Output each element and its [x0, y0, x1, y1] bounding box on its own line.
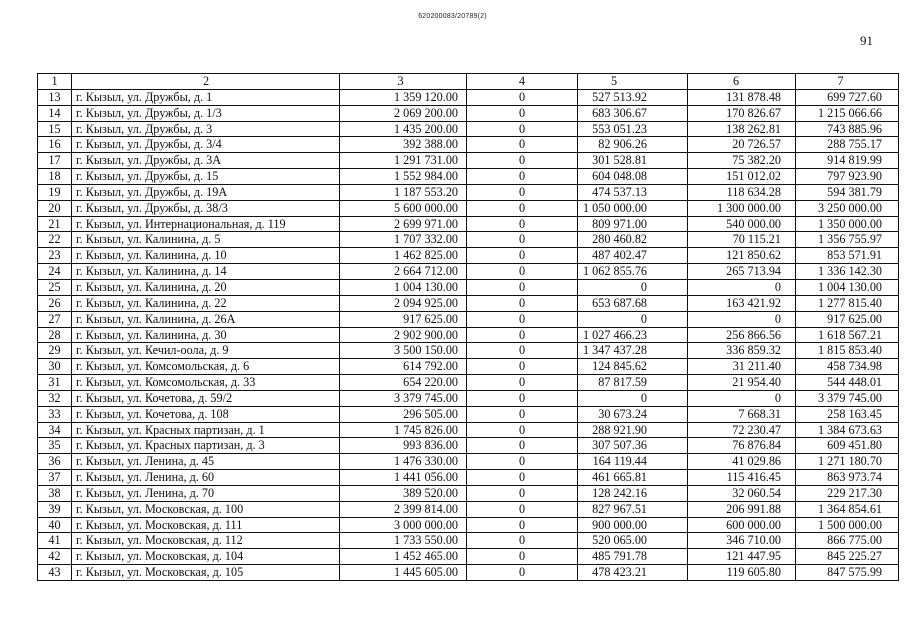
table-row: [38, 264, 899, 280]
table-row: [38, 501, 899, 517]
value-col-6-cell: 121 850.62: [688, 248, 796, 264]
value-col-4-cell: 0: [467, 200, 578, 216]
table-row: [38, 200, 899, 216]
address-cell: г. Кызыл, ул. Калинина, д. 10: [72, 248, 340, 264]
value-col-3-cell: 2 069 200.00: [340, 105, 467, 121]
value-col-6-cell: 70 115.21: [688, 232, 796, 248]
value-col-7-cell: 699 727.60: [796, 89, 899, 105]
value-col-3-cell: 392 388.00: [340, 137, 467, 153]
row-number-cell: 42: [38, 549, 72, 565]
value-col-5-cell: 0: [578, 279, 688, 295]
address-cell: г. Кызыл, ул. Кочетова, д. 108: [72, 406, 340, 422]
value-col-6-cell: 346 710.00: [688, 533, 796, 549]
value-col-6-cell: 76 876.84: [688, 438, 796, 454]
row-number-cell: 15: [38, 121, 72, 137]
value-col-6-cell: 336 859.32: [688, 343, 796, 359]
value-col-6-cell: 21 954.40: [688, 375, 796, 391]
address-cell: г. Кызыл, ул. Дружбы, д. 19А: [72, 184, 340, 200]
row-number-cell: 13: [38, 89, 72, 105]
value-col-3-cell: 296 505.00: [340, 406, 467, 422]
value-col-5-cell: 307 507.36: [578, 438, 688, 454]
value-col-4-cell: 0: [467, 533, 578, 549]
value-col-3-cell: 1 187 553.20: [340, 184, 467, 200]
value-col-7-cell: 1 815 853.40: [796, 343, 899, 359]
value-col-3-cell: 993 836.00: [340, 438, 467, 454]
table-row: [38, 153, 899, 169]
value-col-4-cell: 0: [467, 343, 578, 359]
value-col-7-cell: 866 775.00: [796, 533, 899, 549]
value-col-4-cell: 0: [467, 279, 578, 295]
value-col-3-cell: 917 625.00: [340, 311, 467, 327]
value-col-4-cell: 0: [467, 137, 578, 153]
row-number-cell: 39: [38, 501, 72, 517]
value-col-4-cell: 0: [467, 454, 578, 470]
value-col-4-cell: 0: [467, 153, 578, 169]
value-col-3-cell: 1 745 826.00: [340, 422, 467, 438]
row-number-cell: 37: [38, 470, 72, 486]
value-col-4-cell: 0: [467, 359, 578, 375]
table-row: [38, 517, 899, 533]
row-number-cell: 14: [38, 105, 72, 121]
table-row: [38, 533, 899, 549]
value-col-3-cell: 2 902 900.00: [340, 327, 467, 343]
value-col-5-cell: 520 065.00: [578, 533, 688, 549]
value-col-3-cell: 1 707 332.00: [340, 232, 467, 248]
value-col-3-cell: 1 552 984.00: [340, 169, 467, 185]
value-col-6-cell: 115 416.45: [688, 470, 796, 486]
value-col-5-cell: 527 513.92: [578, 89, 688, 105]
value-col-3-cell: 2 664 712.00: [340, 264, 467, 280]
value-col-4-cell: 0: [467, 549, 578, 565]
table-row: [38, 248, 899, 264]
value-col-7-cell: 1 271 180.70: [796, 454, 899, 470]
value-col-6-cell: 75 382.20: [688, 153, 796, 169]
value-col-7-cell: 609 451.80: [796, 438, 899, 454]
table-row: [38, 390, 899, 406]
value-col-5-cell: 683 306.67: [578, 105, 688, 121]
row-number-cell: 24: [38, 264, 72, 280]
row-number-cell: 17: [38, 153, 72, 169]
value-col-5-cell: 30 673.24: [578, 406, 688, 422]
value-col-5-cell: 487 402.47: [578, 248, 688, 264]
table-row: [38, 232, 899, 248]
value-col-4-cell: 0: [467, 422, 578, 438]
table-row: [38, 485, 899, 501]
column-header-2: 2: [72, 74, 340, 90]
row-number-cell: 32: [38, 390, 72, 406]
value-col-7-cell: 288 755.17: [796, 137, 899, 153]
value-col-4-cell: 0: [467, 517, 578, 533]
value-col-5-cell: 87 817.59: [578, 375, 688, 391]
address-cell: г. Кызыл, ул. Дружбы, д. 1: [72, 89, 340, 105]
row-number-cell: 16: [38, 137, 72, 153]
value-col-5-cell: 474 537.13: [578, 184, 688, 200]
table-row: [38, 89, 899, 105]
table-row: [38, 295, 899, 311]
value-col-3-cell: 2 699 971.00: [340, 216, 467, 232]
value-col-5-cell: 1 062 855.76: [578, 264, 688, 280]
row-number-cell: 22: [38, 232, 72, 248]
address-cell: г. Кызыл, ул. Интернациональная, д. 119: [72, 216, 340, 232]
value-col-5-cell: 478 423.21: [578, 565, 688, 581]
value-col-7-cell: 1 384 673.63: [796, 422, 899, 438]
table-row: [38, 454, 899, 470]
value-col-3-cell: 1 476 330.00: [340, 454, 467, 470]
row-number-cell: 40: [38, 517, 72, 533]
value-col-5-cell: 1 050 000.00: [578, 200, 688, 216]
value-col-3-cell: 1 733 550.00: [340, 533, 467, 549]
row-number-cell: 20: [38, 200, 72, 216]
table-row: [38, 216, 899, 232]
value-col-7-cell: 743 885.96: [796, 121, 899, 137]
column-header-7: 7: [796, 74, 899, 90]
address-cell: г. Кызыл, ул. Калинина, д. 30: [72, 327, 340, 343]
value-col-4-cell: 0: [467, 485, 578, 501]
table-row: [38, 121, 899, 137]
value-col-4-cell: 0: [467, 105, 578, 121]
value-col-4-cell: 0: [467, 438, 578, 454]
value-col-4-cell: 0: [467, 121, 578, 137]
value-col-6-cell: 1 300 000.00: [688, 200, 796, 216]
value-col-5-cell: 128 242.16: [578, 485, 688, 501]
value-col-5-cell: 124 845.62: [578, 359, 688, 375]
address-cell: г. Кызыл, ул. Калинина, д. 5: [72, 232, 340, 248]
value-col-6-cell: 119 605.80: [688, 565, 796, 581]
value-col-6-cell: 0: [688, 311, 796, 327]
value-col-7-cell: 1 350 000.00: [796, 216, 899, 232]
value-col-4-cell: 0: [467, 216, 578, 232]
value-col-4-cell: 0: [467, 327, 578, 343]
row-number-cell: 21: [38, 216, 72, 232]
row-number-cell: 31: [38, 375, 72, 391]
table-row: [38, 406, 899, 422]
table-row: [38, 359, 899, 375]
address-cell: г. Кызыл, ул. Красных партизан, д. 1: [72, 422, 340, 438]
table-row: [38, 184, 899, 200]
value-col-3-cell: 1 435 200.00: [340, 121, 467, 137]
row-number-cell: 19: [38, 184, 72, 200]
table-row: [38, 549, 899, 565]
value-col-7-cell: 229 217.30: [796, 485, 899, 501]
value-col-7-cell: 1 500 000.00: [796, 517, 899, 533]
value-col-7-cell: 1 356 755.97: [796, 232, 899, 248]
table-row: [38, 438, 899, 454]
value-col-3-cell: 1 462 825.00: [340, 248, 467, 264]
row-number-cell: 18: [38, 169, 72, 185]
row-number-cell: 34: [38, 422, 72, 438]
value-col-6-cell: 151 012.02: [688, 169, 796, 185]
value-col-6-cell: 600 000.00: [688, 517, 796, 533]
table-row: [38, 169, 899, 185]
value-col-6-cell: 41 029.86: [688, 454, 796, 470]
value-col-7-cell: 1 336 142.30: [796, 264, 899, 280]
address-cell: г. Кызыл, ул. Кечил-оола, д. 9: [72, 343, 340, 359]
table-row: [38, 105, 899, 121]
value-col-7-cell: 853 571.91: [796, 248, 899, 264]
value-col-5-cell: 0: [578, 390, 688, 406]
value-col-5-cell: 1 347 437.28: [578, 343, 688, 359]
value-col-7-cell: 1 004 130.00: [796, 279, 899, 295]
value-col-4-cell: 0: [467, 470, 578, 486]
value-col-7-cell: 917 625.00: [796, 311, 899, 327]
address-cell: г. Кызыл, ул. Калинина, д. 22: [72, 295, 340, 311]
value-col-3-cell: 654 220.00: [340, 375, 467, 391]
value-col-4-cell: 0: [467, 169, 578, 185]
column-header-3: 3: [340, 74, 467, 90]
value-col-4-cell: 0: [467, 565, 578, 581]
value-col-4-cell: 0: [467, 264, 578, 280]
value-col-3-cell: 1 452 465.00: [340, 549, 467, 565]
value-col-3-cell: 389 520.00: [340, 485, 467, 501]
value-col-3-cell: 1 441 056.00: [340, 470, 467, 486]
value-col-4-cell: 0: [467, 311, 578, 327]
value-col-7-cell: 258 163.45: [796, 406, 899, 422]
row-number-cell: 33: [38, 406, 72, 422]
value-col-3-cell: 1 445 605.00: [340, 565, 467, 581]
value-col-7-cell: 863 973.74: [796, 470, 899, 486]
value-col-7-cell: 1 277 815.40: [796, 295, 899, 311]
value-col-4-cell: 0: [467, 184, 578, 200]
value-col-3-cell: 2 094 925.00: [340, 295, 467, 311]
address-cell: г. Кызыл, ул. Московская, д. 112: [72, 533, 340, 549]
value-col-7-cell: 544 448.01: [796, 375, 899, 391]
address-cell: г. Кызыл, ул. Дружбы, д. 3/4: [72, 137, 340, 153]
address-cell: г. Кызыл, ул. Дружбы, д. 15: [72, 169, 340, 185]
row-number-cell: 30: [38, 359, 72, 375]
value-col-3-cell: 3 379 745.00: [340, 390, 467, 406]
address-cell: г. Кызыл, ул. Дружбы, д. 38/3: [72, 200, 340, 216]
value-col-4-cell: 0: [467, 232, 578, 248]
value-col-6-cell: 540 000.00: [688, 216, 796, 232]
value-col-5-cell: 0: [578, 311, 688, 327]
table-row: [38, 327, 899, 343]
row-number-cell: 35: [38, 438, 72, 454]
row-number-cell: 28: [38, 327, 72, 343]
value-col-6-cell: 121 447.95: [688, 549, 796, 565]
table-row: [38, 422, 899, 438]
value-col-6-cell: 131 878.48: [688, 89, 796, 105]
value-col-7-cell: 1 364 854.61: [796, 501, 899, 517]
value-col-7-cell: 797 923.90: [796, 169, 899, 185]
row-number-cell: 29: [38, 343, 72, 359]
address-cell: г. Кызыл, ул. Ленина, д. 60: [72, 470, 340, 486]
value-col-6-cell: 72 230.47: [688, 422, 796, 438]
row-number-cell: 25: [38, 279, 72, 295]
value-col-3-cell: 5 600 000.00: [340, 200, 467, 216]
address-cell: г. Кызыл, ул. Московская, д. 100: [72, 501, 340, 517]
value-col-5-cell: 809 971.00: [578, 216, 688, 232]
column-header-4: 4: [467, 74, 578, 90]
value-col-5-cell: 288 921.90: [578, 422, 688, 438]
value-col-7-cell: 847 575.99: [796, 565, 899, 581]
value-col-4-cell: 0: [467, 89, 578, 105]
value-col-6-cell: 265 713.94: [688, 264, 796, 280]
value-col-6-cell: 0: [688, 279, 796, 295]
value-col-5-cell: 653 687.68: [578, 295, 688, 311]
address-cell: г. Кызыл, ул. Калинина, д. 14: [72, 264, 340, 280]
value-col-6-cell: 7 668.31: [688, 406, 796, 422]
value-col-4-cell: 0: [467, 501, 578, 517]
value-col-6-cell: 163 421.92: [688, 295, 796, 311]
value-col-3-cell: 1 004 130.00: [340, 279, 467, 295]
register-table: [37, 73, 899, 581]
value-col-7-cell: 3 250 000.00: [796, 200, 899, 216]
value-col-7-cell: 1 215 066.66: [796, 105, 899, 121]
address-cell: г. Кызыл, ул. Ленина, д. 45: [72, 454, 340, 470]
row-number-cell: 36: [38, 454, 72, 470]
table-row: [38, 565, 899, 581]
value-col-3-cell: 3 000 000.00: [340, 517, 467, 533]
value-col-7-cell: 3 379 745.00: [796, 390, 899, 406]
value-col-4-cell: 0: [467, 390, 578, 406]
value-col-6-cell: 206 991.88: [688, 501, 796, 517]
page-number: 91: [860, 33, 873, 48]
value-col-7-cell: 914 819.99: [796, 153, 899, 169]
value-col-6-cell: 32 060.54: [688, 485, 796, 501]
value-col-7-cell: 594 381.79: [796, 184, 899, 200]
value-col-6-cell: 138 262.81: [688, 121, 796, 137]
address-cell: г. Кызыл, ул. Дружбы, д. 1/3: [72, 105, 340, 121]
value-col-4-cell: 0: [467, 406, 578, 422]
value-col-3-cell: 2 399 814.00: [340, 501, 467, 517]
value-col-5-cell: 1 027 466.23: [578, 327, 688, 343]
table-row: [38, 343, 899, 359]
value-col-7-cell: 458 734.98: [796, 359, 899, 375]
table-body: [38, 89, 899, 580]
address-cell: г. Кызыл, ул. Дружбы, д. 3: [72, 121, 340, 137]
document-id: 620200083/20789(2): [418, 13, 487, 20]
row-number-cell: 38: [38, 485, 72, 501]
address-cell: г. Кызыл, ул. Калинина, д. 20: [72, 279, 340, 295]
value-col-4-cell: 0: [467, 248, 578, 264]
value-col-5-cell: 280 460.82: [578, 232, 688, 248]
column-header-1: 1: [38, 74, 72, 90]
value-col-3-cell: 1 291 731.00: [340, 153, 467, 169]
value-col-5-cell: 164 119.44: [578, 454, 688, 470]
column-header-6: 6: [688, 74, 796, 90]
value-col-6-cell: 256 866.56: [688, 327, 796, 343]
row-number-cell: 23: [38, 248, 72, 264]
value-col-6-cell: 118 634.28: [688, 184, 796, 200]
value-col-4-cell: 0: [467, 295, 578, 311]
address-cell: г. Кызыл, ул. Московская, д. 105: [72, 565, 340, 581]
address-cell: г. Кызыл, ул. Дружбы, д. 3А: [72, 153, 340, 169]
value-col-5-cell: 900 000.00: [578, 517, 688, 533]
address-cell: г. Кызыл, ул. Комсомольская, д. 6: [72, 359, 340, 375]
value-col-5-cell: 461 665.81: [578, 470, 688, 486]
address-cell: г. Кызыл, ул. Московская, д. 104: [72, 549, 340, 565]
value-col-4-cell: 0: [467, 375, 578, 391]
value-col-5-cell: 301 528.81: [578, 153, 688, 169]
row-number-cell: 27: [38, 311, 72, 327]
address-cell: г. Кызыл, ул. Красных партизан, д. 3: [72, 438, 340, 454]
address-cell: г. Кызыл, ул. Ленина, д. 70: [72, 485, 340, 501]
address-cell: г. Кызыл, ул. Комсомольская, д. 33: [72, 375, 340, 391]
row-number-cell: 43: [38, 565, 72, 581]
value-col-5-cell: 604 048.08: [578, 169, 688, 185]
value-col-5-cell: 827 967.51: [578, 501, 688, 517]
value-col-5-cell: 82 906.26: [578, 137, 688, 153]
header-row: [38, 74, 899, 90]
value-col-3-cell: 614 792.00: [340, 359, 467, 375]
table-row: [38, 311, 899, 327]
value-col-7-cell: 845 225.27: [796, 549, 899, 565]
column-header-5: 5: [578, 74, 688, 90]
value-col-5-cell: 485 791.78: [578, 549, 688, 565]
address-cell: г. Кызыл, ул. Кочетова, д. 59/2: [72, 390, 340, 406]
table-row: [38, 279, 899, 295]
table-row: [38, 375, 899, 391]
value-col-6-cell: 20 726.57: [688, 137, 796, 153]
address-cell: г. Кызыл, ул. Калинина, д. 26А: [72, 311, 340, 327]
row-number-cell: 41: [38, 533, 72, 549]
value-col-6-cell: 0: [688, 390, 796, 406]
value-col-5-cell: 553 051.23: [578, 121, 688, 137]
value-col-7-cell: 1 618 567.21: [796, 327, 899, 343]
table-row: [38, 137, 899, 153]
value-col-6-cell: 170 826.67: [688, 105, 796, 121]
value-col-3-cell: 3 500 150.00: [340, 343, 467, 359]
value-col-6-cell: 31 211.40: [688, 359, 796, 375]
value-col-3-cell: 1 359 120.00: [340, 89, 467, 105]
table-row: [38, 470, 899, 486]
row-number-cell: 26: [38, 295, 72, 311]
address-cell: г. Кызыл, ул. Московская, д. 111: [72, 517, 340, 533]
